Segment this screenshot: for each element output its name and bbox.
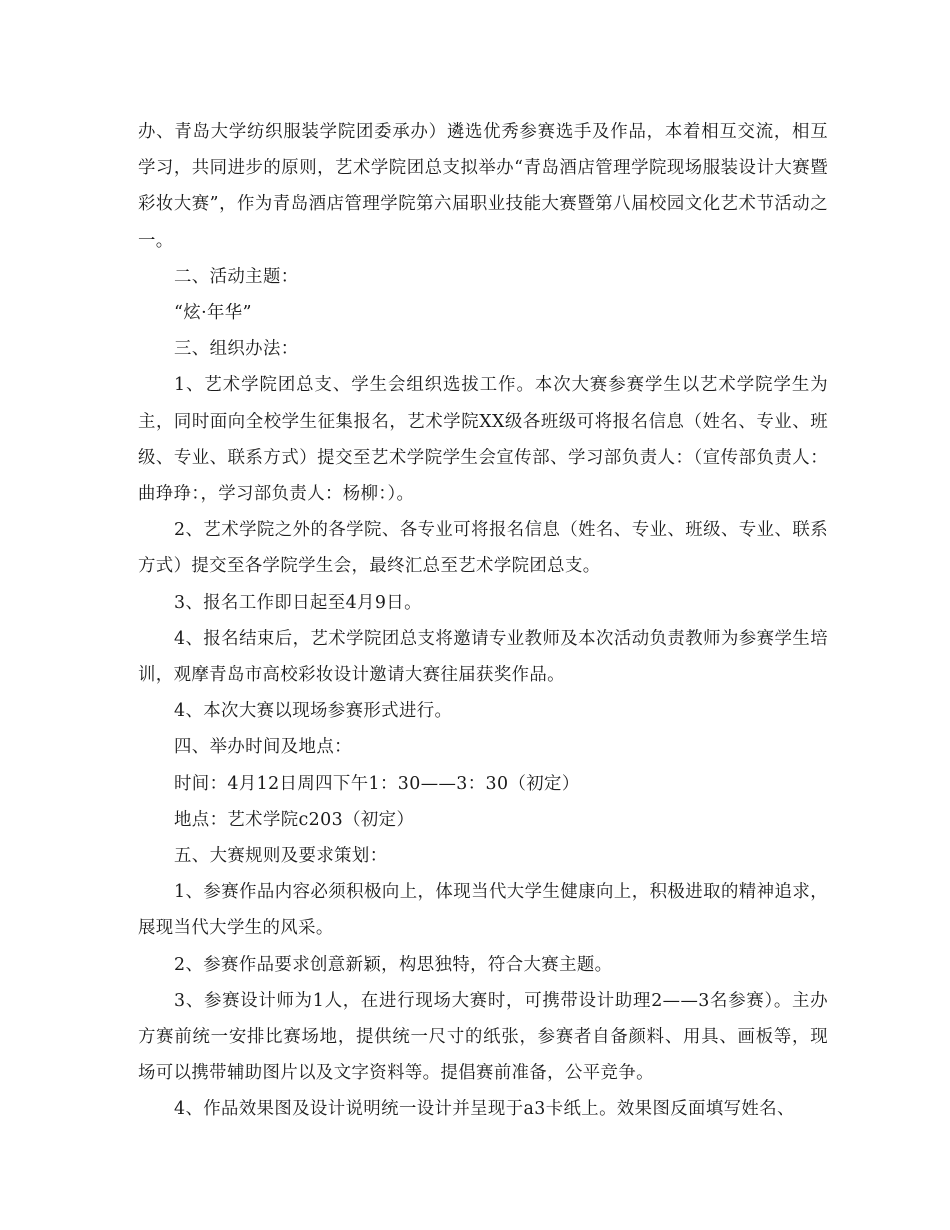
heading-time-location: 四、举办时间及地点： — [174, 737, 352, 758]
activity-theme-title: “炫·年华” — [174, 303, 252, 324]
paragraph-organization-4: 4、报名结束后，艺术学院团总支将邀请专业教师及本次活动负责教师为参赛学生培训，观摩青岛市高校彩妆设计邀请大赛往届获奖作品。 — [138, 628, 828, 686]
paragraph-organization-3: 3、报名工作即日起至4月9日。 — [174, 592, 422, 613]
paragraph-rule-4: 4、作品效果图及设计说明统一设计并呈现于a3卡纸上。效果图反面填写姓名、 — [174, 1099, 795, 1120]
paragraph-rule-1: 1、参赛作品内容必须积极向上，体现当代大学生健康向上，积极进取的精神追求，展现当代大学生的风采。 — [138, 882, 828, 939]
paragraph-organization-4b: 4、本次大赛以现场参赛形式进行。 — [174, 701, 453, 722]
heading-organization-method: 三、组织办法： — [174, 339, 299, 360]
paragraph-intro-continued: 办、青岛大学纺织服装学院团委承办）遴选优秀参赛选手及作品，本着相互交流，相互学习，共同进步的原则，艺术学院团总支拟举办“青岛酒店管理学院现场服装设计大赛暨彩妆大赛”，作为青岛酒店管理学院第六届职业技能大赛暨第八届校园文化艺术节活动之一。 — [138, 122, 828, 251]
event-time: 时间：4月12日周四下午1：30——3：30（初定） — [174, 773, 580, 794]
heading-rules: 五、大赛规则及要求策划： — [174, 846, 388, 867]
paragraph-rule-2: 2、参赛作品要求创意新颖，构思独特，符合大赛主题。 — [174, 954, 613, 975]
heading-activity-theme: 二、活动主题： — [174, 266, 299, 287]
paragraph-organization-2: 2、艺术学院之外的各学院、各专业可将报名信息（姓名、专业、班级、专业、联系方式）提交至各学院学生会，最终汇总至艺术学院团总支。 — [138, 520, 828, 577]
event-location: 地点：艺术学院c203（初定） — [174, 809, 415, 830]
paragraph-organization-1: 1、艺术学院团总支、学生会组织选拔工作。本次大赛参赛学生以艺术学院学生为主，同时面向全校学生征集报名，艺术学院XX级各班级可将报名信息（姓名、专业、班级、专业、联系方式）提交至艺术学院学生会宣传部、学习部负责人：（宣传部负责人：曲琤琤：，学习部负责人：杨柳：）。 — [138, 375, 828, 505]
paragraph-rule-3: 3、参赛设计师为1人，在进行现场大赛时，可携带设计助理2——3名参赛）。主办方赛前统一安排比赛场地，提供统一尺寸的纸张，参赛者自备颜料、用具、画板等，现场可以携带辅助图片以及文字资料等。提倡赛前准备，公平竞争。 — [138, 990, 828, 1084]
document-body — [138, 114, 828, 1128]
